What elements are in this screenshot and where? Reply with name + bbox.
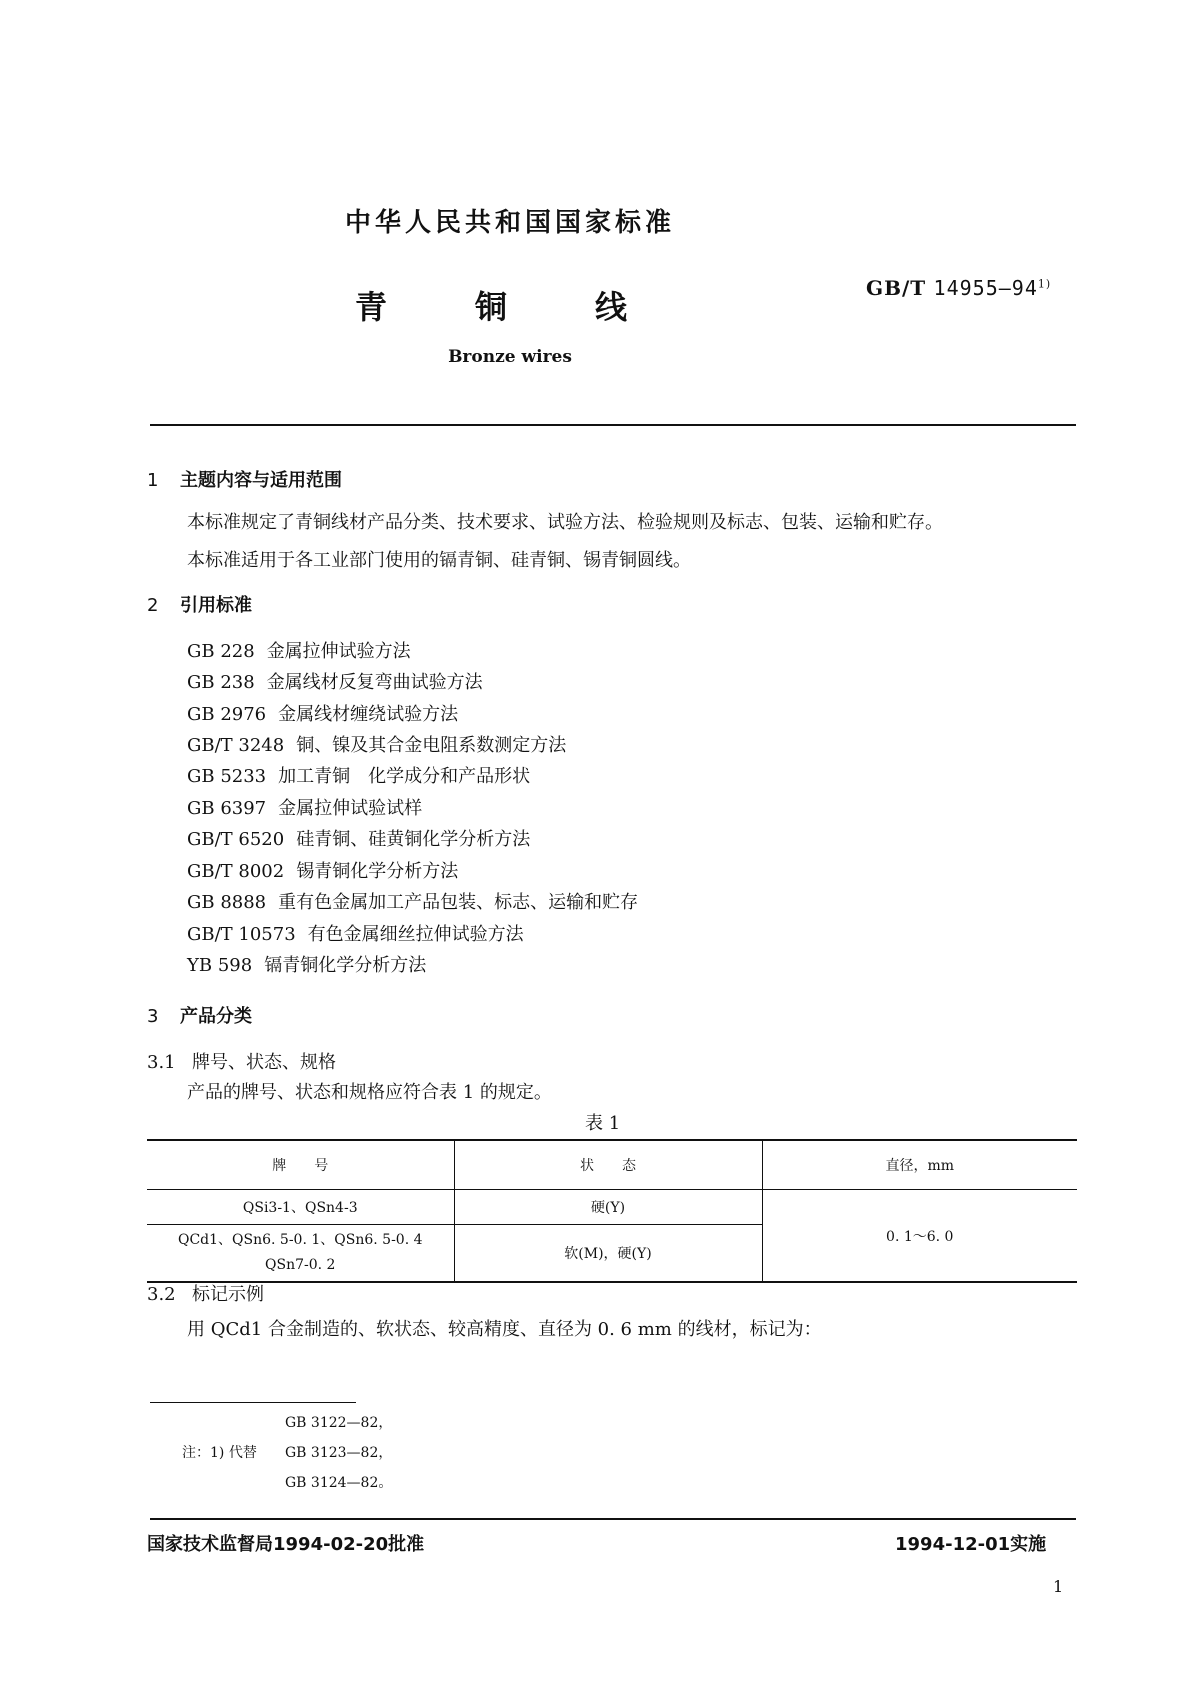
table-header-state: 状 态 (454, 1140, 762, 1190)
reference-item (187, 857, 458, 883)
reference-code: YB 598 (187, 955, 253, 976)
reference-title: 金属拉伸试验方法 (266, 641, 411, 662)
footnote-line-2: GB 3123—82， (285, 1445, 393, 1461)
reference-code: GB 5233 (187, 766, 267, 787)
reference-item (187, 920, 524, 946)
reference-code: GB 228 (187, 641, 255, 662)
section-3-1-heading (147, 1048, 336, 1074)
approval-statement: 国家技术监督局1994-02-20批准 (147, 1534, 425, 1555)
reference-title: 锡青铜化学分析方法 (296, 861, 459, 882)
reference-title: 有色金属细丝拉伸试验方法 (307, 924, 524, 945)
footnote-line-3: GB 3124—82。 (285, 1475, 393, 1491)
footnote-prefix: 注：1) 代替 (182, 1445, 257, 1461)
reference-item (187, 700, 458, 726)
reference-code: GB 2976 (187, 704, 267, 725)
section-1-number: 1 (147, 470, 159, 491)
table-header-grade: 牌 号 (147, 1140, 454, 1190)
table-cell-state: 软(M)，硬(Y) (454, 1225, 762, 1283)
reference-item (187, 637, 411, 663)
reference-item (187, 951, 426, 977)
reference-title: 金属线材缠绕试验方法 (278, 704, 459, 725)
footnote-line-1: GB 3122—82， (285, 1415, 393, 1431)
reference-title: 铜、镍及其合金电阻系数测定方法 (296, 735, 567, 756)
reference-code: GB/T 6520 (187, 829, 285, 850)
reference-item (187, 762, 530, 788)
section-1-heading (147, 466, 342, 492)
footnote-divider (150, 1402, 356, 1403)
reference-item (187, 731, 566, 757)
table-header-diameter: 直径，mm (762, 1140, 1077, 1190)
page-number: 1 (1053, 1577, 1064, 1596)
reference-code: GB 238 (187, 672, 255, 693)
reference-code: GB/T 10573 (187, 924, 296, 945)
document-title: 青铜线 (355, 288, 716, 326)
reference-item (187, 794, 422, 820)
table-cell-grade: QSi3-1、QSn4-3 (147, 1190, 454, 1225)
table-caption: 表 1 (585, 1113, 621, 1134)
section-2-heading (147, 591, 252, 617)
reference-code: GB/T 3248 (187, 735, 285, 756)
section-3-1-number: 3.1 (147, 1052, 176, 1073)
section-1-title: 主题内容与适用范围 (180, 470, 342, 491)
section-1-paragraph-2: 本标准适用于各工业部门使用的镉青铜、硅青铜、锡青铜圆线。 (187, 550, 691, 571)
reference-title: 硅青铜、硅黄铜化学分析方法 (296, 829, 531, 850)
section-2-number: 2 (147, 595, 159, 616)
document-code-note: 1) (1037, 277, 1052, 291)
section-1-paragraph-1: 本标准规定了青铜线材产品分类、技术要求、试验方法、检验规则及标志、包装、运输和贮存。 (187, 512, 943, 533)
section-3-2-title: 标记示例 (192, 1284, 264, 1305)
reference-item (187, 668, 483, 694)
section-3-number: 3 (147, 1006, 159, 1027)
section-3-1-title: 牌号、状态、规格 (192, 1052, 336, 1073)
table-row (147, 1190, 1077, 1225)
reference-title: 加工青铜 化学成分和产品形状 (278, 766, 531, 787)
section-3-2-heading (147, 1280, 264, 1306)
reference-code: GB 8888 (187, 892, 267, 913)
section-3-heading (147, 1002, 252, 1028)
national-standard-title: 中华人民共和国国家标准 (344, 208, 675, 238)
table-cell-grade (147, 1225, 454, 1283)
table-cell-state: 硬(Y) (454, 1190, 762, 1225)
section-3-2-number: 3.2 (147, 1284, 176, 1305)
table-header-row (147, 1140, 1077, 1190)
section-2-title: 引用标准 (180, 595, 252, 616)
document-number: 14955—94 (933, 276, 1038, 300)
document-subtitle-en: Bronze wires (448, 347, 572, 367)
reference-item (187, 825, 530, 851)
table-cell-grade-line: QSn7-0. 2 (265, 1257, 336, 1273)
table-cell-grade-line: QCd1、QSn6. 5-0. 1、QSn6. 5-0. 4 (177, 1232, 423, 1248)
spec-table (147, 1139, 1077, 1283)
section-3-2-paragraph: 用 QCd1 合金制造的、软状态、较高精度、直径为 0. 6 mm 的线材，标记为： (187, 1319, 822, 1340)
reference-code: GB/T 8002 (187, 861, 285, 882)
reference-code: GB 6397 (187, 798, 267, 819)
section-3-title: 产品分类 (180, 1006, 252, 1027)
document-code-prefix: GB/T (866, 276, 927, 300)
reference-title: 镉青铜化学分析方法 (264, 955, 427, 976)
reference-item (187, 888, 638, 914)
reference-title: 金属拉伸试验试样 (278, 798, 423, 819)
table-cell-diameter: 0. 1～6. 0 (762, 1190, 1077, 1283)
document-code (866, 276, 1051, 300)
header-divider (150, 424, 1076, 426)
footer-divider (150, 1518, 1076, 1520)
effective-date: 1994-12-01实施 (895, 1534, 1047, 1555)
reference-title: 重有色金属加工产品包装、标志、运输和贮存 (278, 892, 639, 913)
reference-title: 金属线材反复弯曲试验方法 (266, 672, 483, 693)
section-3-1-paragraph: 产品的牌号、状态和规格应符合表 1 的规定。 (187, 1082, 552, 1103)
